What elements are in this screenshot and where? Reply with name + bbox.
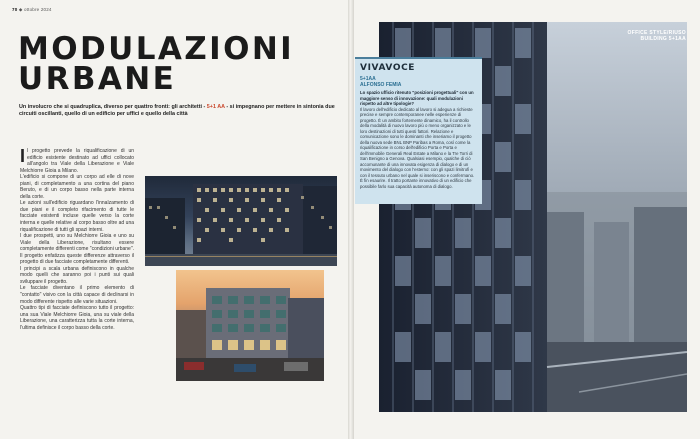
body-paragraph: I due prospetti, uno su Melchiorre Gioia e uno su Viale della Liberazione, risultano essere completamente differenti come "condizioni urbane". Il progetto enfatizza queste differenze attraverso il progetto di due facciate completamente differenti.: [20, 233, 134, 266]
title-line-2: URBANE: [18, 61, 177, 97]
section-tag: [628, 30, 686, 42]
standfirst: [19, 104, 341, 118]
body-paragraph: l progetto prevede la riqualificazione di un edificio esistente destinato ad uffici collocato all'angolo tra Viale della Liberazione e Viale Melchiorre Gioia a Milano.: [20, 148, 134, 174]
issue-date: ottobre 2024: [23, 7, 52, 12]
folio: 70 ◆ ottobre 2024: [12, 7, 52, 12]
body-paragraph: L'edificio si compone di un corpo ad elle di nove piani, di completamento a una cortina del piano Beruto, e di un corpo basso nella parte interna della corte.: [20, 174, 134, 200]
interviewee-name: ALFONSO FEMIA: [360, 82, 402, 88]
page-gutter: [348, 0, 354, 439]
building-dusk-photo: [145, 176, 337, 266]
drop-cap: I: [20, 146, 26, 166]
standfirst-text-before: Un involucro che si quadruplica, diverso per quattro fronti: gli architetti -: [19, 104, 207, 110]
section-tag-line-2: BUILDING 5+1AA: [640, 36, 686, 42]
interview-box: [355, 57, 482, 204]
street-sunset-photo: [176, 270, 324, 381]
body-column: [20, 148, 134, 331]
body-paragraph: Le facciate diventano il primo elemento di "contatto" visivo con la città capace di declinarsi in modo differente rispetto alle varie situazioni.: [20, 285, 134, 305]
standfirst-firm: 5+1 AA: [206, 104, 225, 110]
interview-title: VIVAVOCE: [360, 63, 416, 73]
page-title: [18, 31, 295, 97]
page-number: 70: [12, 7, 18, 12]
interview-question: Lo spazio ufficio ritenuto "posizioni progettuali" con un maggiore senso di innovazione: quali modulazioni rispetto ad altre tipologie?: [360, 90, 474, 106]
standfirst-text-after: - si impegnano per mettere in sintonia due circuiti oscillanti, quello di un edificio per uffici e quello della città: [19, 104, 335, 117]
section-tag-line-1: OFFICE STYLE/RIUSO: [627, 30, 686, 36]
title-line-1: MODULAZIONI: [18, 31, 295, 67]
body-paragraph: I principi a scala urbana definiscono in qualche modo quelli che saranno poi i punti sui quali sviluppare il progetto.: [20, 265, 134, 285]
interview-firm: 5+1AA: [360, 76, 376, 82]
interview-answer: Il lavoro dell'edificio dedicato al lavoro si adegua a richieste precise e sempre contemporanee nelle esperienze di progetto. È un ambito fortemente dinamico, ha il controllo della modalità di nuovo lavoro più o meno organizzato e le loro destinazioni di tutti questi fattori. Relazione e comunicazione sono le dominanti che inseriamo il progetto della nuova sede BNL BNP Paribas a Roma, così come la riqualificazione in corso dell'edificio Porta e Porta e dell'immobile Generali Real Estate a Milano e la Tre Torri di San Benigno a Genova. Qualsiasi esempio, qualche di ciò accomunante di una innovata esigenza di dialogo e di un movimento del dialogo con l'esterno: con gli spazi limitrofi e con il tessuto urbano nel quale si inseriscono e confermano. È fin esaurire. Il tratto portante innovativo di un edificio che possibile farlo sua capacità autonoma di dialogo.: [360, 106, 475, 189]
body-paragraph: Le azioni sull'edificio riguardano l'innalzamento di due piani e il completo rifacimento di tutte le facciate esistenti incluse quelle verso la corte interna e quelle relative al corpo basso oltre ad una riqualificazione di tutti gli spazi interni.: [20, 200, 134, 233]
body-paragraph: Quattro tipi di facciate definiscono tutto il progetto: una sua Viale Melchiorre Gioia, una su viale della Liberazione, una caratterizza tutta la corte interna, l'ultima definisce il corpo basso della corte.: [20, 305, 134, 331]
